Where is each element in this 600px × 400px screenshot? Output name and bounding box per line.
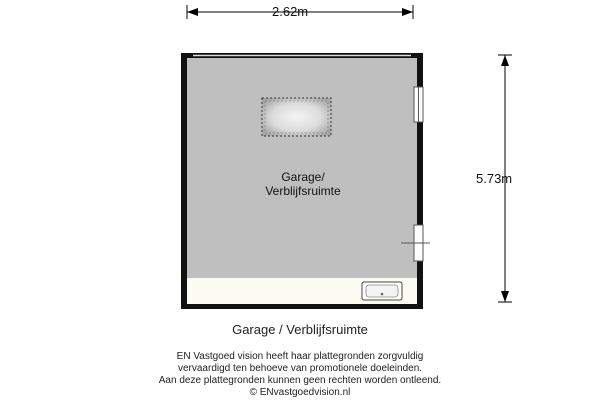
skylight-icon xyxy=(262,98,331,136)
plan-title: Garage / Verblijfsruimte xyxy=(232,322,368,337)
height-dimension-label: 5.73m xyxy=(476,171,513,186)
room-name-line-2: Verblijfsruimte xyxy=(265,184,341,198)
room-floor xyxy=(187,58,417,278)
copyright-line: © ENvastgoedvision.nl xyxy=(249,387,351,398)
disclaimer-line: EN Vastgoed vision heeft haar plattegronden zorgvuldig xyxy=(176,351,424,362)
sink-icon xyxy=(362,282,402,300)
disclaimer-line: Aan deze plattegronden kunnen geen rechten worden ontleend. xyxy=(158,375,442,386)
room-name-line-1: Garage/ xyxy=(281,170,325,184)
disclaimer-line: vervaardigd ten behoeve van promotionele doeleinden. xyxy=(177,363,423,374)
window-icon xyxy=(414,87,423,122)
width-dimension-label: 2.62m xyxy=(272,4,309,19)
